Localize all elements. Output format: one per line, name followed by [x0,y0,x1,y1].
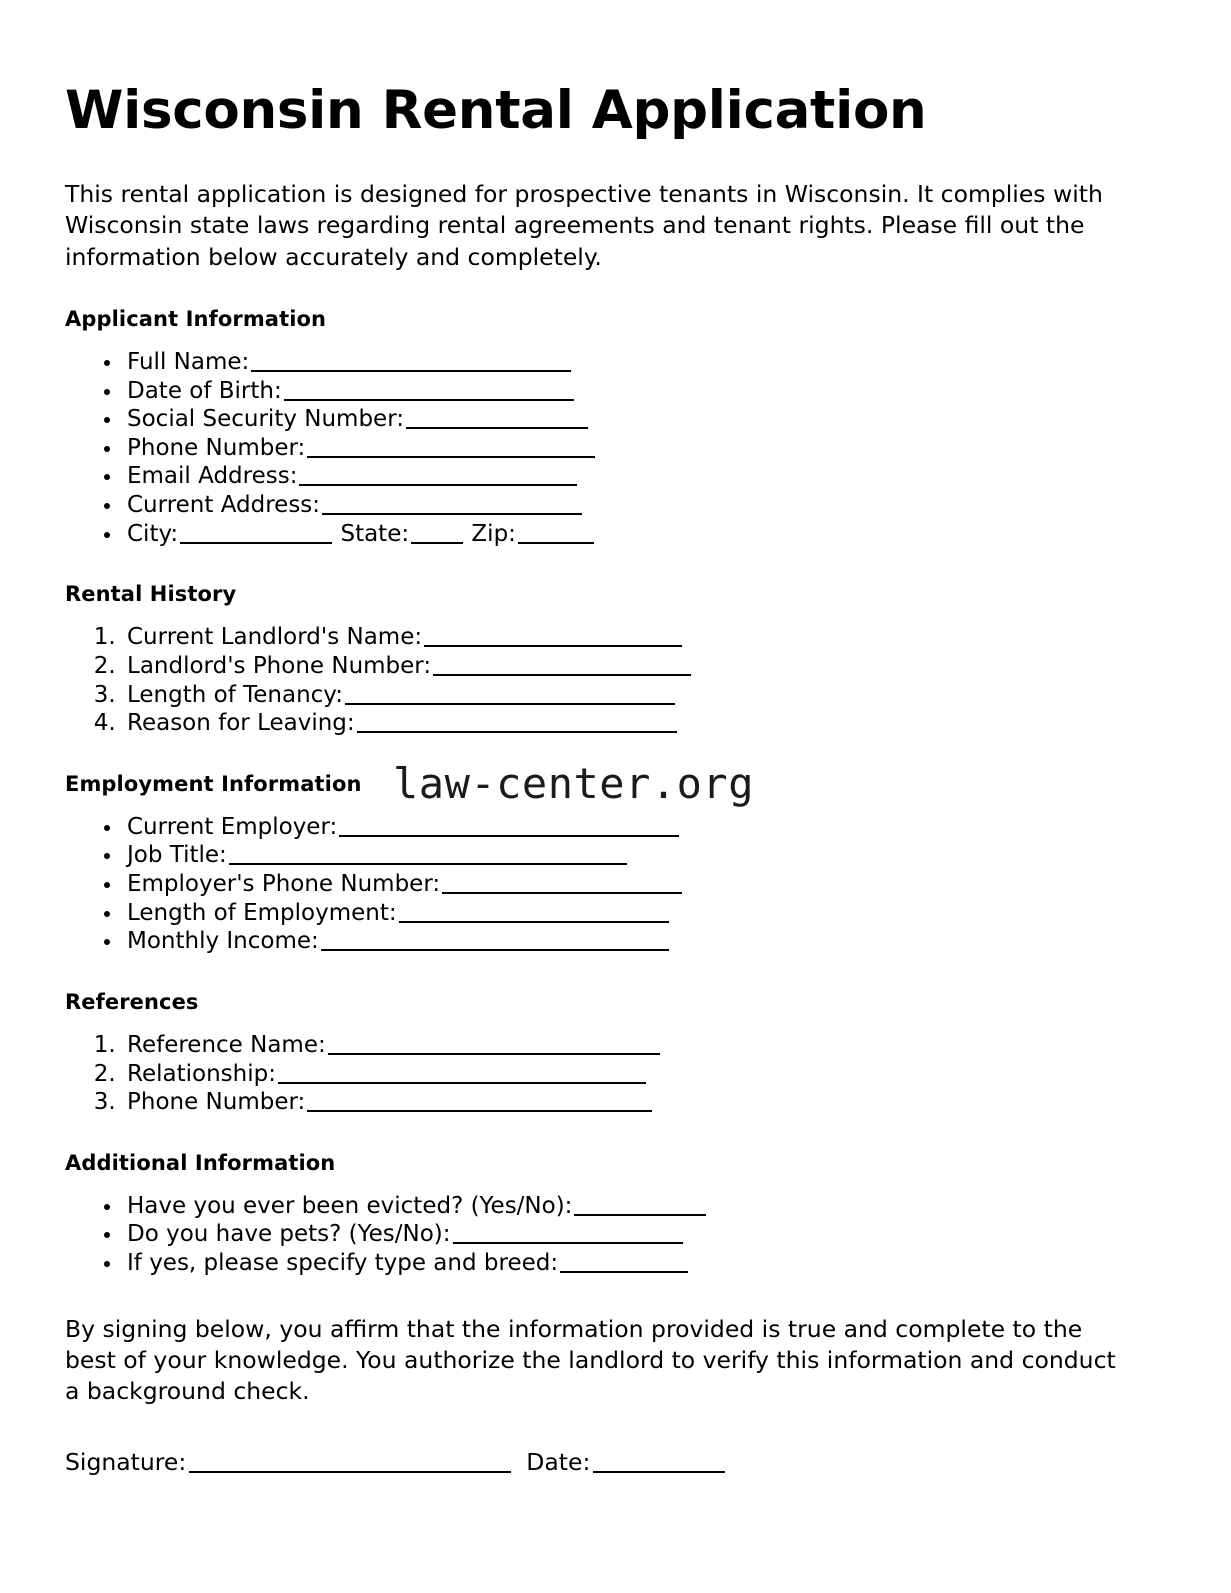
field-label: Relationship: [127,1060,276,1087]
section-heading-references: References [65,989,199,1014]
blank-line-monthly-income[interactable] [321,934,669,951]
field-label: Job Title: [127,842,227,869]
list-item [123,813,1166,842]
field-label: Landlord's Phone Number: [127,652,432,679]
blank-line-relationship[interactable] [278,1067,646,1084]
blank-line-state[interactable] [411,527,463,544]
field-label-city: City: [127,520,179,547]
rental-history-list [65,606,1166,738]
watermark-law-center-org: law-center.org [393,759,755,808]
field-label: Length of Employment: [127,899,397,926]
list-item [123,462,1166,491]
field-label: Current Employer: [127,813,338,840]
list-item [123,1220,1166,1249]
blank-line-signature[interactable] [189,1456,511,1473]
blank-line-pets[interactable] [453,1227,683,1244]
field-label: Current Landlord's Name: [127,624,423,651]
blank-line-evicted[interactable] [574,1199,706,1216]
field-label: If yes, please specify type and breed: [127,1250,559,1277]
field-label: Phone Number: [127,1089,306,1116]
list-item-city-state-zip [123,520,1166,549]
field-label: Reason for Leaving: [127,710,355,737]
section-heading-employment-information: Employment Information [65,771,362,796]
list-item [123,1031,1166,1060]
list-item [123,434,1166,463]
field-label: Phone Number: [127,434,306,461]
blank-line-reference-name[interactable] [328,1038,660,1055]
list-item [123,491,1166,520]
list-item [123,652,1166,681]
blank-line-length-of-tenancy[interactable] [345,688,675,705]
blank-line-landlords-phone-number[interactable] [433,659,691,676]
field-label: Date of Birth: [127,377,282,404]
blank-line-current-landlords-name[interactable] [424,630,682,647]
list-item [123,709,1166,738]
references-list [65,1014,1166,1117]
list-item [123,927,1166,956]
page-title: Wisconsin Rental Application [65,80,927,141]
list-item [123,899,1166,928]
field-label-state: State: [340,520,410,547]
list-item [123,1249,1166,1278]
field-label-zip: Zip: [471,520,516,547]
list-item [123,405,1166,434]
blank-line-full-name[interactable] [251,355,571,372]
section-heading-applicant-information: Applicant Information [65,306,327,331]
additional-information-list [65,1175,1166,1278]
list-item [123,1192,1166,1221]
blank-line-reason-for-leaving[interactable] [357,716,677,733]
field-label: Full Name: [127,348,250,375]
employment-information-list [65,796,1166,956]
applicant-information-list [65,331,1166,548]
field-label: Have you ever been evicted? (Yes/No): [127,1192,573,1219]
date-label: Date: [526,1448,591,1477]
blank-line-pet-type-breed[interactable] [560,1256,688,1273]
blank-line-job-title[interactable] [229,848,627,865]
section-heading-rental-history: Rental History [65,582,237,607]
list-item [123,623,1166,652]
affirmation-block [65,1278,1166,1408]
blank-line-employers-phone-number[interactable] [442,877,682,894]
field-label: Reference Name: [127,1031,326,1058]
blank-line-email-address[interactable] [299,469,577,486]
affirmation-paragraph: By signing below, you affirm that the information provided is true and complete to the best of your knowledge. You authorize the landlord to verify this information and conduct a background check. [65,1314,1116,1406]
blank-line-reference-phone-number[interactable] [307,1095,652,1112]
field-label: Monthly Income: [127,928,319,955]
section-heading-additional-information: Additional Information [65,1150,336,1175]
signature-row [65,1407,1166,1478]
blank-line-social-security-number[interactable] [406,412,588,429]
blank-line-phone-number[interactable] [307,441,595,458]
signature-label: Signature: [65,1448,187,1477]
blank-line-zip[interactable] [518,527,594,544]
list-item [123,1060,1166,1089]
field-label: Length of Tenancy: [127,681,343,708]
blank-line-length-of-employment[interactable] [399,906,669,923]
blank-line-date[interactable] [593,1456,725,1473]
intro-paragraph: This rental application is designed for prospective tenants in Wisconsin. It complies with Wisconsin state laws regarding rental agreements and tenant rights. Please fill out the information below accurately and completely. [65,180,1103,271]
list-item [123,1088,1166,1117]
field-label: Social Security Number: [127,406,404,433]
blank-line-city[interactable] [180,527,332,544]
blank-line-current-address[interactable] [322,498,582,515]
field-label: Employer's Phone Number: [127,871,441,898]
blank-line-date-of-birth[interactable] [284,384,574,401]
list-item [123,841,1166,870]
field-label: Current Address: [127,492,321,519]
list-item [123,377,1166,406]
blank-line-current-employer[interactable] [339,820,679,837]
list-item [123,348,1166,377]
field-label: Email Address: [127,463,298,490]
field-label: Do you have pets? (Yes/No): [127,1221,451,1248]
list-item [123,681,1166,710]
list-item [123,870,1166,899]
